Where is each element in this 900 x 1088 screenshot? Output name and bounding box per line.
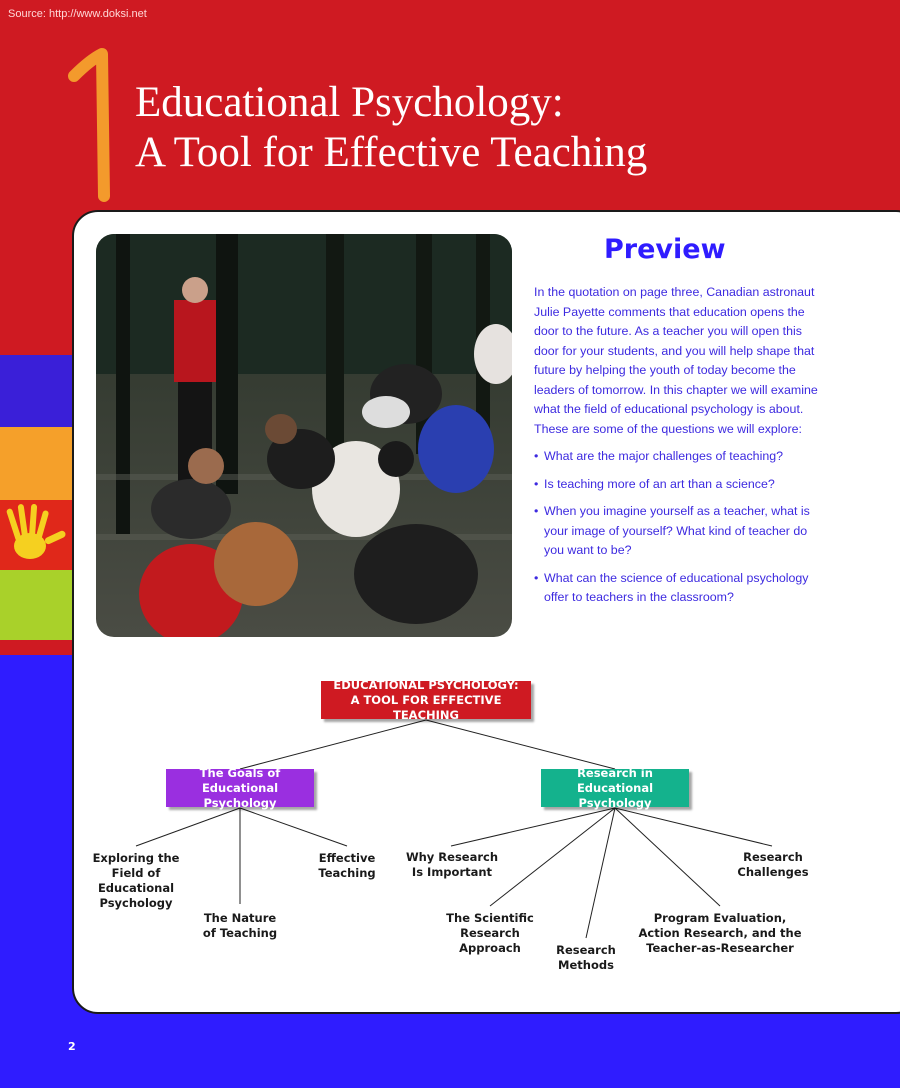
concept-map-root xyxy=(321,677,531,722)
chapter-title xyxy=(135,78,647,178)
side-stripe-purple xyxy=(0,355,72,427)
side-stripe-handprint xyxy=(0,500,72,570)
leaf-scientific-approach: The Scientific Research Approach xyxy=(446,911,534,955)
preview-question: • Is teaching more of an art than a science? xyxy=(534,475,824,495)
preview-question-list xyxy=(534,447,824,608)
side-stripe-orange xyxy=(0,427,72,500)
concept-map-research-node xyxy=(541,765,689,810)
classroom-photo xyxy=(96,234,512,637)
chapter-title-line-2: A Tool for Effective Teaching xyxy=(135,129,648,176)
preview-question: • What can the science of educational psychology offer to teachers in the classroom? xyxy=(534,569,824,608)
preview-text xyxy=(534,283,824,616)
preview-intro: In the quotation on page three, Canadian astronaut Julie Payette comments that education opens the door to the future. As a teacher you will open this door for your students, and you will help shape that future by helping the youth of today become the leaders of tomorrow. In this chapter we will examine what the field of educational psychology is about. These are some of the questions we will explore: xyxy=(534,285,818,436)
leaf-research-challenges: Research Challenges xyxy=(737,850,809,879)
page-number: 2 xyxy=(68,1040,76,1053)
concept-map-root-label: EDUCATIONAL PSYCHOLOGY: A TOOL FOR EFFECTIVE TEACHING xyxy=(333,677,519,722)
handprint-icon xyxy=(0,500,72,570)
leaf-program-evaluation: Program Evaluation, Action Research, and the Teacher-as-Researcher xyxy=(638,911,802,955)
goals-node-label: The Goals of Educational Psychology xyxy=(199,765,281,810)
chapter-title-line-1: Educational Psychology: xyxy=(135,79,564,126)
preview-heading: Preview xyxy=(604,234,726,265)
leaf-why-research: Why Research Is Important xyxy=(405,850,499,879)
leaf-research-methods: Research Methods xyxy=(556,943,616,972)
leaf-nature-of-teaching: The Nature of Teaching xyxy=(202,911,278,940)
leaf-exploring-field: Exploring the Field of Educational Psychology xyxy=(92,851,180,910)
preview-question: • When you imagine yourself as a teacher, what is your image of yourself? What kind of teacher do you want to be? xyxy=(534,502,824,561)
chapter-number-graphic xyxy=(62,46,132,206)
source-link[interactable]: Source: http://www.doksi.net xyxy=(8,8,147,20)
side-stripe-green xyxy=(0,570,72,640)
concept-map-goals-node xyxy=(166,765,314,810)
preview-question: • What are the major challenges of teaching? xyxy=(534,447,824,467)
leaf-effective-teaching: Effective Teaching xyxy=(318,851,376,880)
research-node-label: Research in Educational Psychology xyxy=(576,765,654,810)
